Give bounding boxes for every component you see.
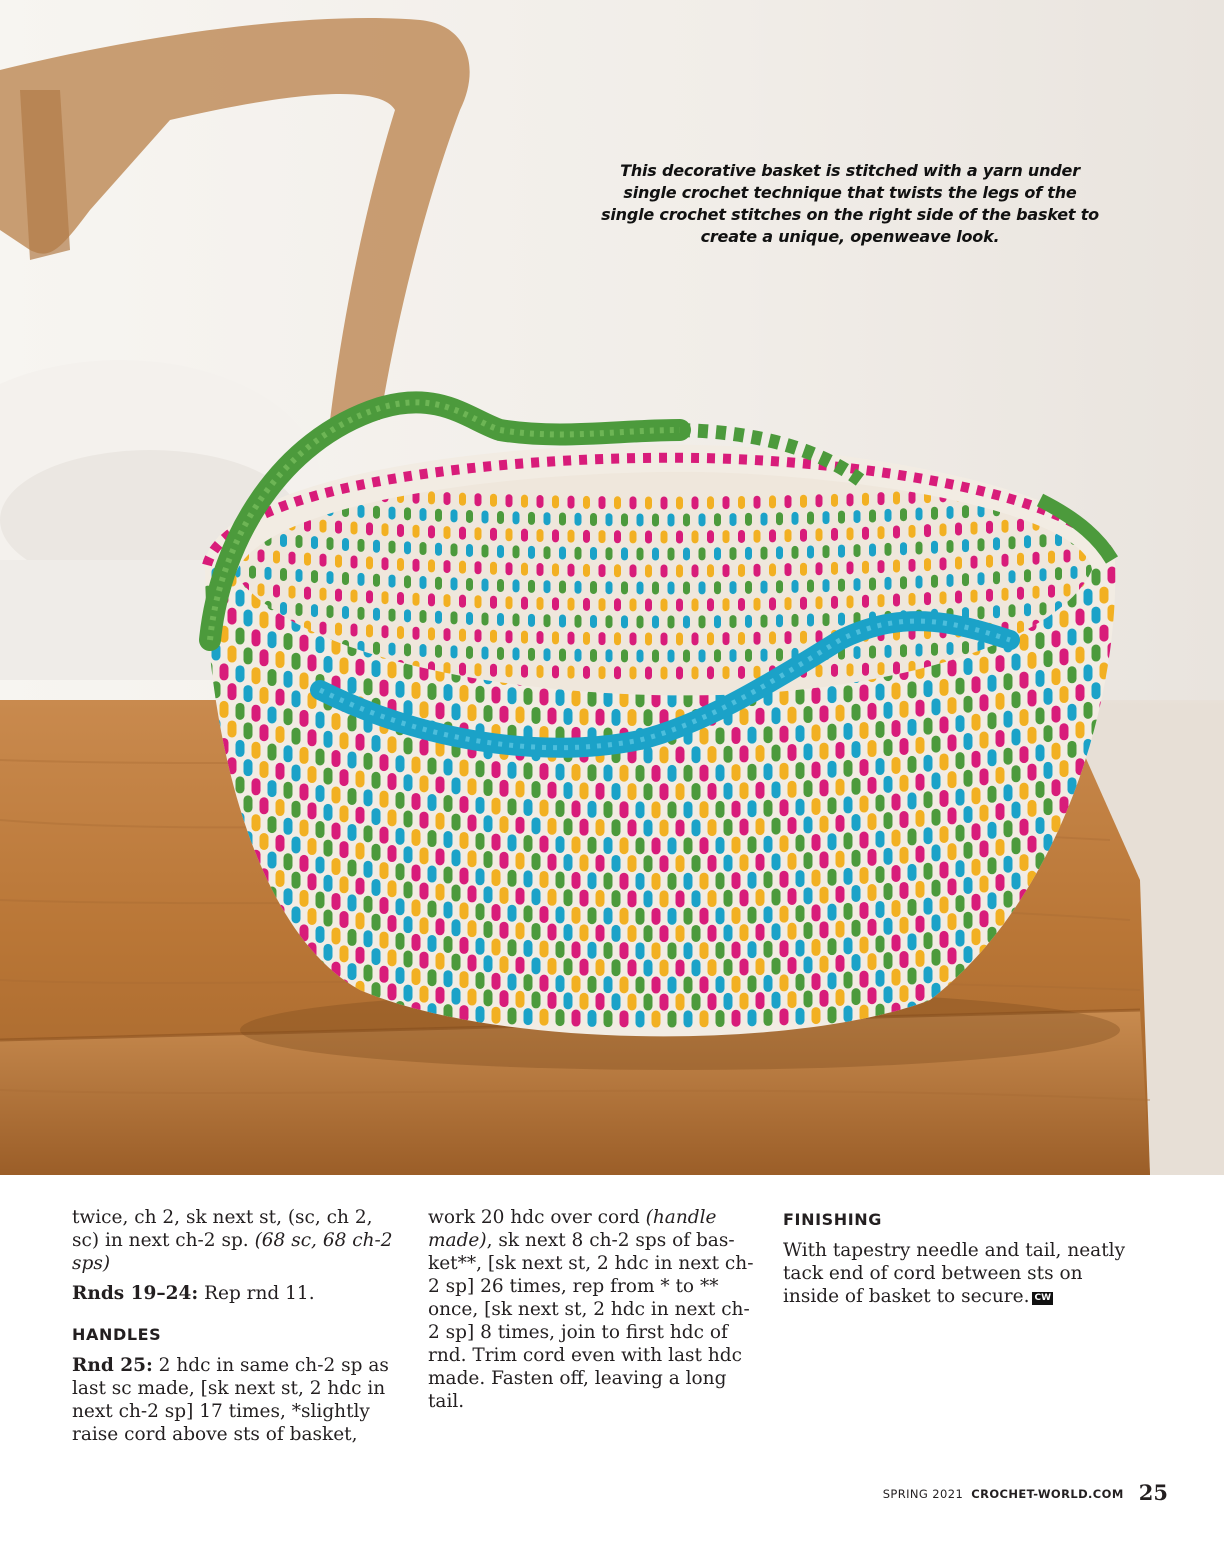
- text-column-2: [428, 1206, 758, 1420]
- paragraph-finishing: [783, 1239, 1133, 1308]
- rnd-25-label: Rnd 25:: [72, 1355, 153, 1376]
- heading-finishing: FINISHING: [783, 1210, 883, 1229]
- page-folio: [883, 1480, 1168, 1505]
- rnd-25-handle-note: (handle made): [428, 1207, 717, 1251]
- folio-issue: SPRING 2021: [882, 1487, 964, 1501]
- finishing-text: With tapestry needle and tail, neatly tack end of cord between sts on inside of basket to secure.: [783, 1240, 1126, 1307]
- folio-site: CROCHET-WORLD.COM: [971, 1487, 1124, 1501]
- text-column-1: [72, 1206, 402, 1453]
- rnds-19-24-text: Rep rnd 11.: [198, 1283, 315, 1304]
- paragraph-rnd-25: [72, 1354, 402, 1446]
- rnd-25-cont-b: , sk next 8 ch-2 sps of bas- ket**, [sk next st, 2 hdc in next ch-2 sp] 26 times, rep from * to ** once, [sk next st, 2 hdc in next ch-2 sp] 8 times, join to first hdc of rnd. Trim cord even with last hdc made. Fasten off, leaving a long tail.: [428, 1230, 754, 1412]
- paragraph-rnd-25-cont: [428, 1206, 758, 1413]
- rnd-18-text: twice, ch 2, sk next st, (sc, ch 2, sc) in next ch-2 sp.: [72, 1207, 373, 1251]
- rnd-18-count: (68 sc, 68 ch-2 sps): [72, 1230, 393, 1274]
- paragraph-rnd-18-end: [72, 1206, 402, 1275]
- rnd-25-text: 2 hdc in same ch-2 sp as last sc made, [sk next st, 2 hdc in next ch-2 sp] 17 times, *slightly raise cord above sts of basket,: [72, 1355, 389, 1445]
- heading-handles: HANDLES: [72, 1325, 162, 1344]
- cw-end-mark-icon: CW: [1034, 1293, 1052, 1303]
- rnd-25-cont-a: work 20 hdc over cord: [428, 1207, 646, 1228]
- text-column-3: [783, 1206, 1133, 1315]
- page-number: 25: [1138, 1480, 1168, 1505]
- photo-caption: This decorative basket is stitched with a yarn under single crochet technique that twists the legs of the single crochet stitches on the right side of the basket to create a unique, openweave look.: [601, 161, 1099, 246]
- rnds-19-24-label: Rnds 19–24:: [72, 1283, 199, 1304]
- paragraph-rnds-19-24: [72, 1282, 402, 1305]
